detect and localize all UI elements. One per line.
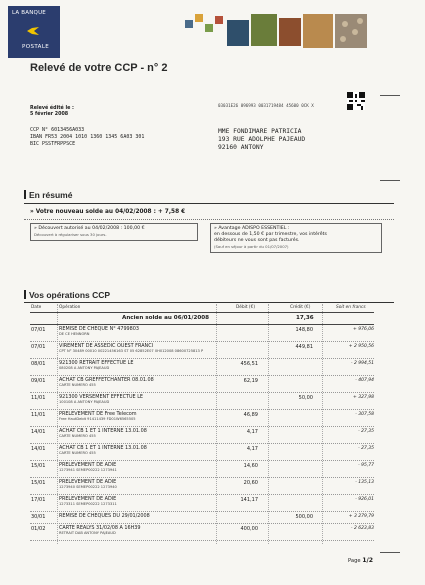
table-row <box>30 444 374 461</box>
row-label: ACHAT CB 1 ET 1 INTERNE 13.01.08 <box>59 428 147 434</box>
dotted-rule <box>24 219 394 220</box>
row-operation <box>59 513 209 519</box>
row-date: 15/01 <box>31 480 46 486</box>
row-operation <box>59 411 209 422</box>
row-francs: - 407,94 <box>355 378 374 383</box>
row-francs: + 976,06 <box>353 327 374 332</box>
resume-section-title <box>24 190 72 200</box>
row-label: PRELEVEMENT DE ADIE <box>59 479 117 485</box>
previous-balance-label: Ancien solde au 06/01/2008 <box>122 315 210 321</box>
adispo-note: (Sauf en séjour à partir du 01/07/2007) <box>214 244 289 249</box>
row-label: VIREMENT DE ASSEDIC OUEST FRANCI <box>59 343 154 349</box>
row-operation <box>59 525 209 536</box>
row-francs: - 135,13 <box>355 480 374 485</box>
operation-rows <box>30 325 374 541</box>
row-credit: 50,00 <box>298 395 313 401</box>
row-credit: 500,00 <box>295 514 313 520</box>
address-line1: MME FONDIMARE PATRICIA <box>218 128 302 135</box>
header-date: Date <box>31 305 42 310</box>
row-debit: 4,17 <box>246 446 258 452</box>
edit-date-block <box>30 106 74 118</box>
overdraft-box <box>30 223 198 241</box>
row-francs: - 27,35 <box>358 429 374 434</box>
row-label: PRELEVEMENT DE ADIE <box>59 462 117 468</box>
table-row <box>30 325 374 342</box>
row-detail: DE CE HENNORN <box>59 332 90 336</box>
table-header <box>30 304 374 312</box>
adispo-line2: débiteurs ne vous sont pas facturés. <box>214 238 300 243</box>
table-row <box>30 376 374 393</box>
row-label: ACHAT CB 1 ET 1 INTERNE 13.01.08 <box>59 445 147 451</box>
row-detail: 1273940 SEMEP00222 1273940 <box>59 485 117 489</box>
section-bar <box>24 290 26 299</box>
row-detail: 1273311 SEMEP00222 1273311 <box>59 502 117 506</box>
row-date: 09/01 <box>31 378 46 384</box>
row-francs: - 307,58 <box>355 412 374 417</box>
row-label: REMISE DE CHEQUE N° 4799803 <box>59 326 140 332</box>
row-debit: 20,60 <box>243 480 258 486</box>
table-row <box>30 478 374 495</box>
fold-mark <box>380 552 400 553</box>
row-operation <box>59 326 209 337</box>
resume-title-text: En résumé <box>29 190 73 200</box>
row-francs: + 2 950,56 <box>348 344 374 349</box>
row-detail: CARTE NUMERO 455 <box>59 434 96 438</box>
edit-date: 5 février 2008 <box>30 112 69 117</box>
row-date: 17/01 <box>31 497 46 503</box>
row-detail: CARTE NUMERO 455 <box>59 451 96 455</box>
operations-section-title <box>24 290 110 300</box>
previous-balance-value: 17,36 <box>296 315 314 321</box>
row-date: 15/01 <box>31 463 46 469</box>
row-francs: + 327,98 <box>353 395 374 400</box>
bic: BIC PSSTFRPPSCE <box>30 141 76 147</box>
ccp-number: CCP N° 6013456A033 <box>30 127 85 133</box>
postal-bird-icon <box>26 26 40 36</box>
fold-mark <box>380 180 400 181</box>
row-label: ACHAT CB GREFFETCHANTER 08.01.08 <box>59 377 154 383</box>
row-date: 14/01 <box>31 446 46 452</box>
row-operation <box>59 479 209 490</box>
row-operation <box>59 428 209 439</box>
row-detail: 100108 A ANTONY PAJEAUD <box>59 400 110 404</box>
row-date: 07/01 <box>31 327 46 333</box>
row-label: 921300 VERSEMENT EFFECTUE LE <box>59 394 144 400</box>
row-debit: 400,00 <box>240 526 258 532</box>
account-block <box>30 127 144 148</box>
section-rule <box>24 203 394 204</box>
row-date: 08/01 <box>31 361 46 367</box>
logo-line1: LA BANQUE <box>12 10 46 16</box>
address-line3: 92160 ANTONY <box>218 144 264 151</box>
adispo-line1: en dessous de 1,50 € par trimestre, vos intérêts <box>214 232 327 237</box>
table-row <box>30 495 374 512</box>
row-label: PRELEVEMENT DE ADIE <box>59 496 117 502</box>
header-operation: Opération <box>59 305 81 310</box>
page-label: Page <box>348 558 361 564</box>
header-francs: Soit en francs <box>336 305 366 310</box>
operations-title-text: Vos opérations CCP <box>29 290 111 300</box>
previous-balance-row <box>30 312 374 325</box>
table-row <box>30 410 374 427</box>
fold-mark <box>380 95 400 96</box>
header-debit: Débit (€) <box>236 305 256 310</box>
row-date: 01/02 <box>31 526 46 532</box>
statement-title: Relevé de votre CCP - n° 2 <box>30 62 168 74</box>
row-label: CARTE REALYS 31/02/08 A 16H39 <box>59 525 141 531</box>
recipient-address <box>218 128 305 152</box>
row-francs: - 2 994,51 <box>350 361 374 366</box>
row-debit: 46,89 <box>243 412 258 418</box>
row-francs: - 2 623,83 <box>350 526 374 531</box>
new-balance: » Votre nouveau solde au 04/02/2008 : + 7,58 € <box>30 209 186 215</box>
logo-line2: POSTALE <box>22 44 50 50</box>
row-detail: RETRAIT DAB ANTONY PAJEAUD <box>59 531 116 535</box>
table-row <box>30 393 374 410</box>
operations-table <box>30 304 374 541</box>
row-francs: - 95,77 <box>358 463 374 468</box>
page-value: 1/2 <box>362 557 374 564</box>
row-debit: 456,51 <box>240 361 258 367</box>
overdraft-note: Découvert à régulariser sous 30 jours. <box>34 232 107 237</box>
row-detail: Free HautDebit 91411439 FD01W6565505 <box>59 417 136 421</box>
row-credit: 148,80 <box>295 327 313 333</box>
row-detail: CARTE NUMERO 455 <box>59 383 96 387</box>
section-bar <box>24 190 26 199</box>
la-banque-postale-logo <box>8 6 60 58</box>
row-debit: 141,17 <box>240 497 258 503</box>
row-detail: 1273941 SEMEP00222 1273941 <box>59 468 117 472</box>
row-label: PRELEVEMENT DE Free Telecom <box>59 411 137 417</box>
iban: IBAN FR53 2004 1010 1360 1345 6A03 301 <box>30 134 145 140</box>
row-operation <box>59 343 209 354</box>
row-detail: 080208 A ANTONY PAJEAUD <box>59 366 110 370</box>
row-operation <box>59 445 209 456</box>
table-row <box>30 359 374 376</box>
row-operation <box>59 377 209 388</box>
datamatrix-code-icon <box>347 92 365 110</box>
row-date: 07/01 <box>31 344 46 350</box>
row-label: REMISE DE CHEQUES DU 29/01/2008 <box>59 513 150 519</box>
row-francs: + 3 279,79 <box>348 514 374 519</box>
row-operation <box>59 394 209 405</box>
section-rule <box>24 302 394 303</box>
row-date: 11/01 <box>31 412 46 418</box>
row-francs: - 926,01 <box>355 497 374 502</box>
row-date: 30/01 <box>31 514 46 520</box>
decorative-photo-strip <box>185 14 367 48</box>
row-debit: 62,19 <box>243 378 258 384</box>
page-number <box>348 557 373 564</box>
row-date: 14/01 <box>31 429 46 435</box>
table-row <box>30 512 374 524</box>
address-line2: 193 RUE ADOLPHE PAJEAUD <box>218 136 306 143</box>
row-label: 921300 RETRAIT EFFECTUE LE <box>59 360 134 366</box>
table-row <box>30 524 374 541</box>
row-date: 11/01 <box>31 395 46 401</box>
adispo-title: » Avantage ADISPO ESSENTIEL : <box>214 226 290 231</box>
row-francs: - 27,35 <box>358 446 374 451</box>
table-row <box>30 427 374 444</box>
edit-label: Relevé édité le : <box>30 106 74 111</box>
table-row <box>30 342 374 359</box>
row-credit: 449,81 <box>295 344 313 350</box>
row-operation <box>59 496 209 507</box>
header-credit: Crédit (€) <box>290 305 311 310</box>
adispo-box <box>210 223 382 253</box>
row-debit: 14,60 <box>243 463 258 469</box>
barcode-text: 03031E26 096993 0031719484 45600 0CK X <box>218 103 314 108</box>
table-row <box>30 461 374 478</box>
row-operation <box>59 360 209 371</box>
row-operation <box>59 462 209 473</box>
row-detail: CPT N° 30489 00010 00221456163 ST 05 62852E07 0H012008 08600725813 P <box>59 349 204 353</box>
overdraft-text: » Découvert autorisé au 04/02/2008 : 100,00 € <box>34 226 145 231</box>
row-debit: 4,17 <box>246 429 258 435</box>
